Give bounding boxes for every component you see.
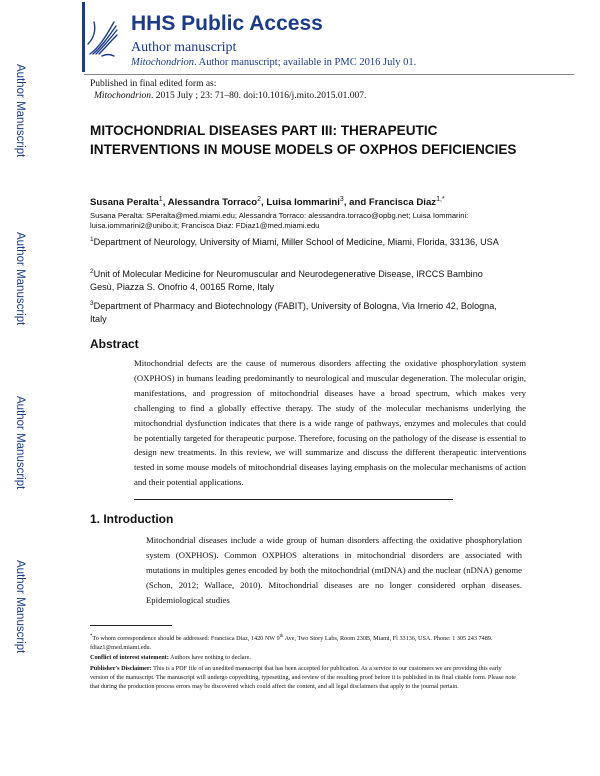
affiliation-text: Unit of Molecular Medicine for Neuromuscular and Neurodegenerative Disease, IRCCS Bambino Gesù, Piazza S. Onofrio 4, 00165 Rome, Italy (90, 269, 483, 293)
author-sep: , (162, 197, 168, 209)
ordinal-sup: th (279, 634, 284, 639)
introduction-body: Mitochondrial diseases include a wide group of human disorders affecting the oxidative phosphorylation system (OXPHOS). Common OXPHOS alterations in mitochondrial disorders are associated with mutations in multiples genes encoded by both the mitochondrial (mtDNA) and the nuclear (nDNA) genome (Schon, 2012; Wallace, 2010). Mitochondrial diseases are no longer considered orphan diseases. Epidemiological studies (146, 535, 522, 605)
affiliation (90, 233, 500, 249)
author-sup: 2 (257, 196, 261, 203)
citation: . 2015 July ; 23: 71–80. doi:10.1016/j.mito.2015.01.007. (151, 91, 367, 101)
author-name: Luisa Iommarini (266, 197, 340, 209)
footnotes (90, 633, 520, 693)
journal-name: Mitochondrion (131, 57, 194, 68)
author-sep: , (261, 197, 267, 209)
affiliation (90, 265, 500, 294)
affiliation-text: Department of Neurology, University of Miami, Miller School of Medicine, Miami, Florida, 33136, USA (93, 237, 499, 248)
hhs-eagle-icon (84, 16, 120, 60)
abstract-heading: Abstract (90, 337, 139, 351)
affiliation-sup: 2 (90, 268, 94, 275)
publisher-disclaimer (90, 665, 520, 691)
published-journal: Mitochondrion (94, 91, 151, 101)
correspondence-text: To whom correspondence should be addressed: Francisca Diaz, 1420 NW 9 (92, 635, 280, 643)
author-sup: 1 (158, 196, 163, 203)
disclaimer-label: Publisher's Disclaimer: (90, 665, 152, 673)
side-label-author-manuscript: Author Manuscript (14, 396, 26, 490)
coi-label: Conflict of interest statement: (90, 653, 169, 661)
introduction-heading: 1. Introduction (90, 512, 174, 526)
published-info-line2 (90, 90, 366, 102)
author-name: Susana Peralta (90, 197, 159, 209)
author-manuscript-label: Author manuscript (131, 40, 237, 55)
side-label-author-manuscript: Author Manuscript (14, 64, 26, 158)
hhs-title: HHS Public Access (131, 12, 323, 35)
correspondence-footnote (90, 633, 520, 652)
author-name: Francisca Diaz (368, 197, 437, 209)
header-rule (84, 74, 574, 75)
affiliation-sup: 3 (90, 300, 94, 307)
correspondence-text-rest: Ave, Two Story Labs, Room 230B, Miami, Fl 33136, USA. Phone: 1 305 243 7489. fdiaz1@med.miami.edu. (90, 635, 493, 651)
author-list (90, 196, 445, 208)
availability-line (131, 57, 416, 68)
availability-text: . Author manuscript; available in PMC 2016 July 01. (194, 57, 417, 68)
abstract-divider (134, 499, 453, 500)
published-info-line1: Published in final edited form as: (90, 79, 217, 89)
affiliation (90, 297, 500, 326)
footnote-mark: * (90, 634, 93, 639)
author-emails: Susana Peralta: SPeralta@med.miami.edu; Alessandra Torraco: alessandra.torraco@opbg.net; Luisa Iommarini: luisa.iommarini2@unibo.it; Francisca Diaz: FDiaz1@med.miami.edu (90, 211, 469, 230)
author-sup: 3 (339, 196, 344, 203)
author-name: Alessandra Torraco (167, 197, 258, 209)
abstract-body: Mitochondrial defects are the cause of numerous disorders affecting the oxidative phosphorylation system (OXPHOS) in humans leading predominantly to neurological and muscular degeneration. The molecular origin, manifestations, and progression of mitochondrial diseases have a broad spectrum, which makes very challenging to find a globally effective therapy. The study of the molecular mechanisms underlying the mitochondrial dysfunction indicates that there is a wide range of pathways, enzymes and molecules that could be potentially targeted for therapeutic purpose. Therefore, focusing on the pathology of the disease is essential to design new treatments. In this review, we will summarize and discuss the different therapeutic interventions tested in some mouse models of mitochondrial diseases laying emphasis on the molecular mechanisms of action and their potential applications. (134, 358, 526, 488)
published-info (90, 78, 366, 102)
side-label-author-manuscript: Author Manuscript (14, 560, 26, 654)
disclaimer-text: This is a PDF file of an unedited manuscript that has been accepted for publication. As a service to our customers we are providing this early version of the manuscript. The manuscript will undergo copyediting, typesetting, and review of the resulting proof before it is published in its final citable form. Please note that during the production process errors may be discovered which could affect the content, and all legal disclaimers that apply to the journal pertain. (90, 665, 516, 690)
author-sep: , and (343, 197, 369, 209)
side-label-author-manuscript: Author Manuscript (14, 232, 26, 326)
coi-text: Authors have nothing to declare. (168, 653, 251, 661)
article-title: MITOCHONDRIAL DISEASES PART III: THERAPEUTIC INTERVENTIONS IN MOUSE MODELS OF OXPHOS DEFICIENCIES (90, 123, 517, 157)
author-sup: 1,* (436, 196, 445, 203)
affiliation-text: Department of Pharmacy and Biotechnology (FABIT), University of Bologna, Via Irnerio 42, Bologna, Italy (90, 301, 497, 325)
affiliation-sup: 1 (90, 236, 94, 243)
footnote-divider (90, 625, 172, 626)
conflict-of-interest (90, 654, 520, 663)
